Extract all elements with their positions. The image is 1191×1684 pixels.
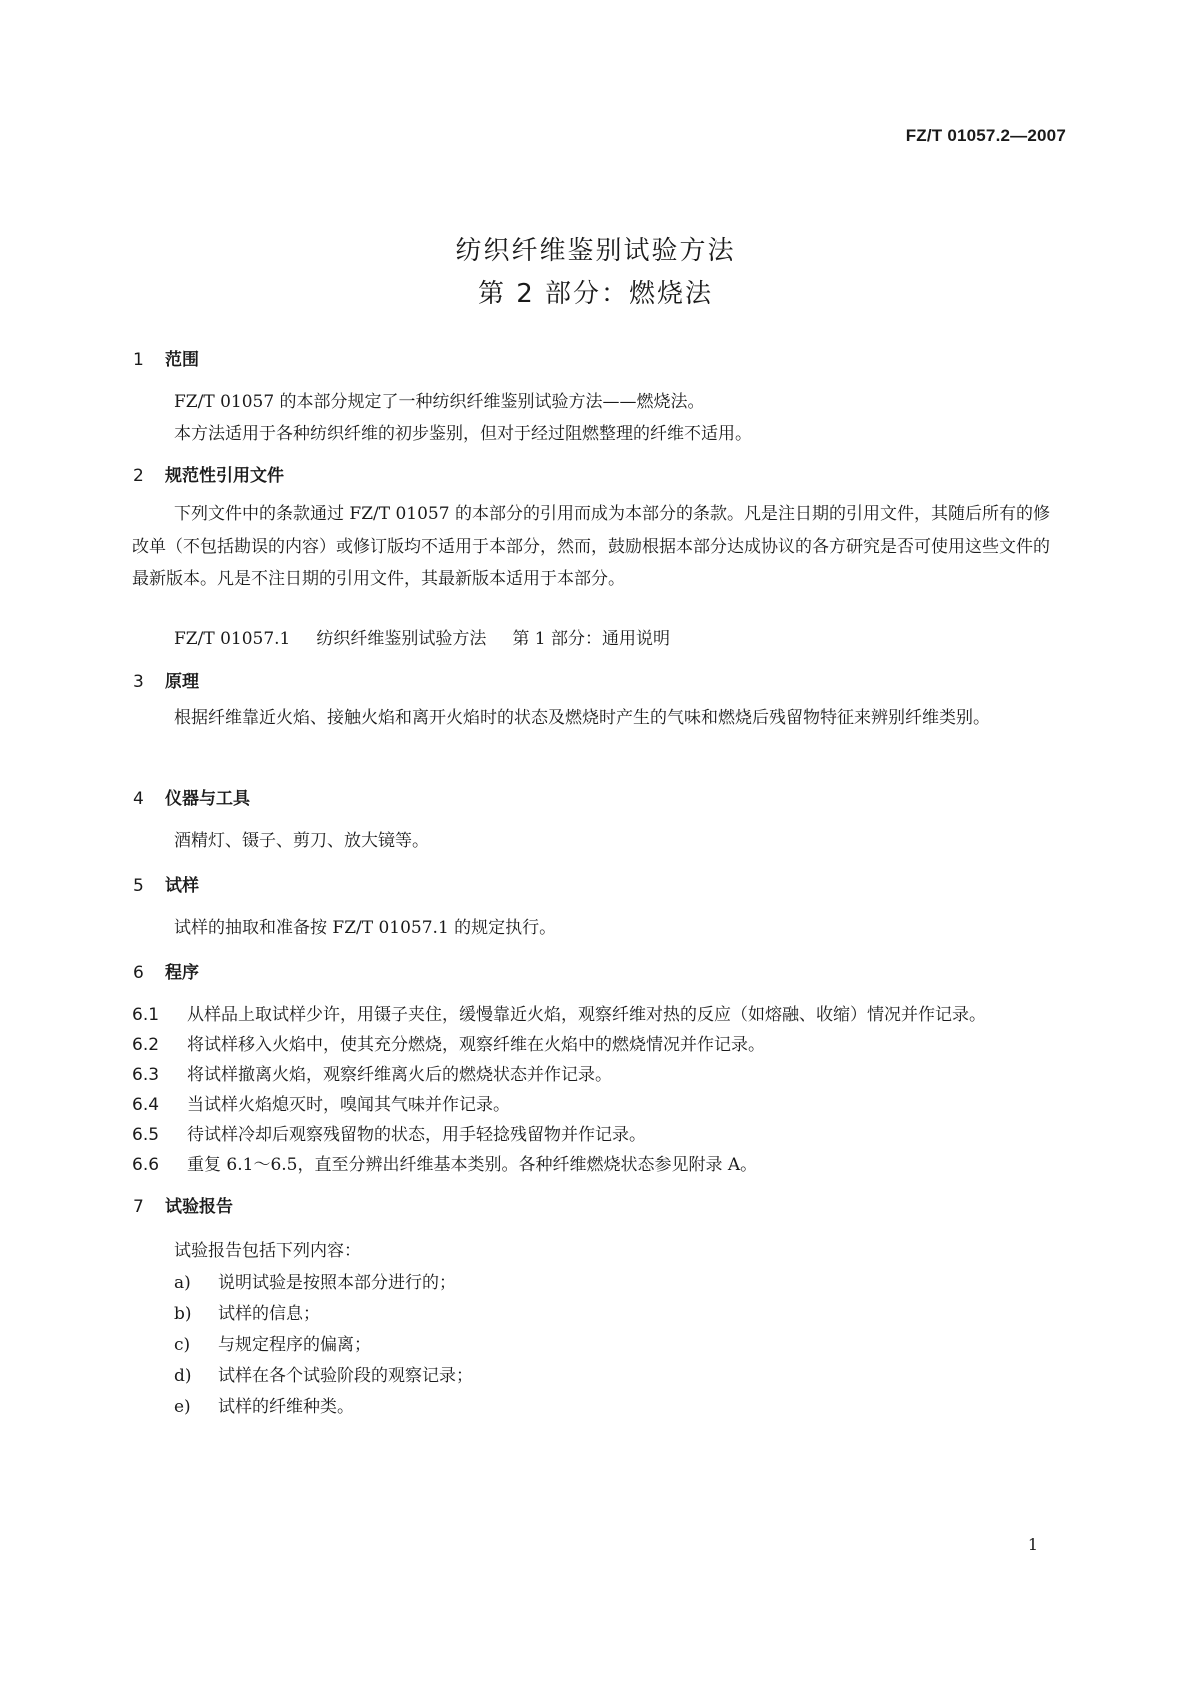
section-title: 范围 xyxy=(165,350,199,370)
procedure-step xyxy=(132,1150,757,1175)
section-number: 5 xyxy=(133,876,144,896)
step-text: 将试样移入火焰中，使其充分燃烧，观察纤维在火焰中的燃烧情况并作记录。 xyxy=(187,1035,765,1055)
list-item-text: 试样的信息； xyxy=(218,1304,320,1324)
list-item-label: a) xyxy=(174,1273,191,1293)
step-number: 6.1 xyxy=(132,1005,160,1025)
step-number: 6.4 xyxy=(132,1095,160,1115)
step-text: 重复 6.1～6.5，直至分辨出纤维基本类别。各种纤维燃烧状态参见附录 A。 xyxy=(187,1155,758,1175)
page-number: 1 xyxy=(1027,1535,1038,1554)
apparatus-paragraph: 酒精灯、镊子、剪刀、放大镜等。 xyxy=(174,831,429,851)
step-text: 从样品上取试样少许，用镊子夹住，缓慢靠近火焰，观察纤维对热的反应（如熔融、收缩）情况并作记录。 xyxy=(187,1005,986,1025)
step-number: 6.2 xyxy=(132,1035,160,1055)
section-number: 3 xyxy=(133,672,144,692)
section-heading-scope xyxy=(133,345,199,370)
reference-part: 第 1 部分：通用说明 xyxy=(512,629,671,649)
principle-paragraph: 根据纤维靠近火焰、接触火焰和离开火焰时的状态及燃烧时产生的气味和燃烧后残留物特征来辨别纤维类别。 xyxy=(174,708,990,728)
section-number: 2 xyxy=(133,466,144,486)
section-number: 6 xyxy=(133,963,144,983)
section-heading-normative-references xyxy=(133,461,284,486)
report-list-item xyxy=(174,1299,320,1324)
procedure-step xyxy=(132,1090,510,1115)
list-item-text: 说明试验是按照本部分进行的； xyxy=(218,1273,456,1293)
references-paragraph: 下列文件中的条款通过 FZ/T 01057 的本部分的引用而成为本部分的条款。凡是注日期的引用文件，其随后所有的修改单（不包括勘误的内容）或修订版均不适用于本部分，然而，鼓励根据本部分达成协议的各方研究是否可使用这些文件的最新版本。凡是不注日期的引用文件，其最新版本适用于本部分。 xyxy=(132,504,1050,589)
step-text: 当试样火焰熄灭时，嗅闻其气味并作记录。 xyxy=(187,1095,510,1115)
step-number: 6.3 xyxy=(132,1065,160,1085)
list-item-text: 与规定程序的偏离； xyxy=(218,1335,371,1355)
list-item-text: 试样的纤维种类。 xyxy=(218,1397,354,1417)
section-heading-procedure xyxy=(133,958,199,983)
reference-code: FZ/T 01057.1 xyxy=(174,629,291,649)
document-subtitle: 第 2 部分：燃烧法 xyxy=(477,279,714,309)
report-list-item xyxy=(174,1361,473,1386)
report-list-item xyxy=(174,1330,371,1355)
reference-title: 纺织纤维鉴别试验方法 xyxy=(316,629,487,649)
standard-number: FZ/T 01057.2—2007 xyxy=(905,126,1066,145)
list-item-label: c) xyxy=(174,1335,191,1355)
section-title: 原理 xyxy=(165,672,199,692)
step-number: 6.5 xyxy=(132,1125,160,1145)
list-item-label: d) xyxy=(174,1366,192,1386)
step-text: 待试样冷却后观察残留物的状态，用手轻捻残留物并作记录。 xyxy=(187,1125,646,1145)
list-item-text: 试样在各个试验阶段的观察记录； xyxy=(218,1366,473,1386)
report-list-item xyxy=(174,1268,456,1293)
section-title: 试验报告 xyxy=(165,1197,233,1217)
section-heading-specimen xyxy=(133,871,199,896)
section-number: 4 xyxy=(133,789,144,809)
procedure-step xyxy=(132,1030,765,1055)
procedure-step xyxy=(132,1000,986,1025)
section-title: 仪器与工具 xyxy=(165,789,250,809)
procedure-step xyxy=(132,1060,612,1085)
reference-entry xyxy=(174,624,670,649)
step-number: 6.6 xyxy=(132,1155,160,1175)
document-title: 纺织纤维鉴别试验方法 xyxy=(455,236,736,266)
section-title: 程序 xyxy=(165,963,199,983)
scope-paragraph-2: 本方法适用于各种纺织纤维的初步鉴别，但对于经过阻燃整理的纤维不适用。 xyxy=(174,424,752,444)
list-item-label: e) xyxy=(174,1397,191,1417)
report-list-item xyxy=(174,1392,354,1417)
procedure-step xyxy=(132,1120,646,1145)
specimen-paragraph: 试样的抽取和准备按 FZ/T 01057.1 的规定执行。 xyxy=(174,918,557,938)
section-number: 7 xyxy=(133,1197,144,1217)
list-item-label: b) xyxy=(174,1304,192,1324)
report-intro: 试验报告包括下列内容： xyxy=(174,1241,361,1261)
section-heading-apparatus xyxy=(133,784,250,809)
section-title: 试样 xyxy=(165,876,199,896)
step-text: 将试样撤离火焰，观察纤维离火后的燃烧状态并作记录。 xyxy=(187,1065,612,1085)
scope-paragraph-1: FZ/T 01057 的本部分规定了一种纺织纤维鉴别试验方法——燃烧法。 xyxy=(174,392,705,412)
section-heading-principle xyxy=(133,667,199,692)
section-number: 1 xyxy=(133,350,144,370)
section-title: 规范性引用文件 xyxy=(165,466,284,486)
section-heading-test-report xyxy=(133,1192,233,1217)
